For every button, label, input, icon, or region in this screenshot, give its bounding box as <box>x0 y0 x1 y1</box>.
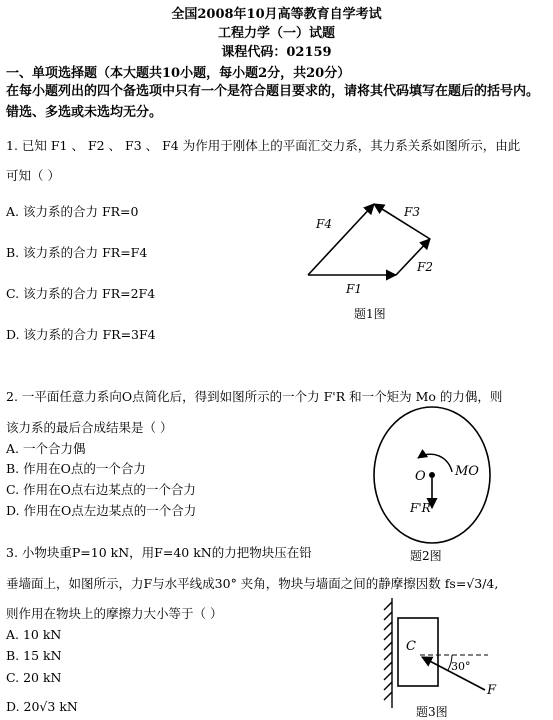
f-label: F <box>487 683 497 698</box>
figure-1-caption: 题1图 <box>354 307 386 321</box>
q2-stem-cont: 该力系的最后合成结果是（ ） <box>6 420 173 435</box>
q1-option-b: B. 该力系的合力 FR=F4 <box>6 245 148 260</box>
f1-label: F1 <box>346 282 362 296</box>
f3-vector <box>374 204 430 239</box>
section-title: 一、单项选择题（本大题共10小题，每小题2分，共20分） <box>6 66 351 81</box>
f3-label: F3 <box>404 205 420 219</box>
q3-option-c: C. 20 kN <box>6 670 62 685</box>
q1-stem: 1. 已知 F1 、 F2 、 F3 、 F4 为作用于刚体上的平面汇交力系，其力系关系如图所示，由此 <box>6 138 521 153</box>
f4-vector <box>308 204 374 275</box>
exam-subject: 工程力学（一）试题 <box>217 26 335 41</box>
figure-2-caption: 题2图 <box>410 549 442 563</box>
q1-option-c: C. 该力系的合力 FR=2F4 <box>6 286 156 301</box>
q3-stem: 3. 小物块重P=10 kN，用F=40 kN的力把物块压在铅 <box>6 545 312 560</box>
q3-option-d: D. 20√3 kN <box>6 699 78 714</box>
c-label: C <box>406 639 416 654</box>
figure-3-wall <box>384 598 392 708</box>
point-o <box>429 472 435 478</box>
mo-label: MO <box>455 464 479 479</box>
section-instructions: 在每小题列出的四个备选项中只有一个是符合题目要求的，请将其代码填写在题后的括号内。错选、多选或未选均无分。 <box>6 84 540 120</box>
q1-option-a: A. 该力系的合力 FR=0 <box>6 204 139 219</box>
q3-option-a: A. 10 kN <box>6 627 62 642</box>
angle-label: 30° <box>451 660 471 673</box>
q3-stem-cont2: 则作用在物块上的摩擦力大小等于（ ） <box>6 606 223 621</box>
figure-3-caption: 题3图 <box>416 705 448 719</box>
o-label: O <box>415 469 426 484</box>
q1-stem-cont: 可知（ ） <box>6 168 60 183</box>
fr-label: F'R <box>410 501 431 515</box>
q2-option-a: A. 一个合力偶 <box>6 441 86 456</box>
q2-stem: 2. 一平面任意力系向O点简化后，得到如图所示的一个力 F'R 和一个矩为 Mo 的力偶，则 <box>6 389 503 404</box>
q1-option-d: D. 该力系的合力 FR=3F4 <box>6 327 156 342</box>
f2-label: F2 <box>417 260 433 274</box>
q2-option-b: B. 作用在O点的一个合力 <box>6 461 146 476</box>
exam-title: 全国2008年10月高等教育自学考试 <box>171 7 382 22</box>
q3-option-b: B. 15 kN <box>6 648 62 663</box>
f4-label: F4 <box>316 217 332 231</box>
q3-stem-cont: 垂墙面上，如图所示，力F与水平线成30° 夹角，物块与墙面之间的静摩擦因数 fs=√3/4, <box>6 576 499 591</box>
q2-option-d: D. 作用在O点左边某点的一个合力 <box>6 503 197 518</box>
figure-3-block <box>398 618 438 686</box>
course-code: 课程代码：02159 <box>221 45 332 60</box>
q2-option-c: C. 作用在O点右边某点的一个合力 <box>6 482 196 497</box>
